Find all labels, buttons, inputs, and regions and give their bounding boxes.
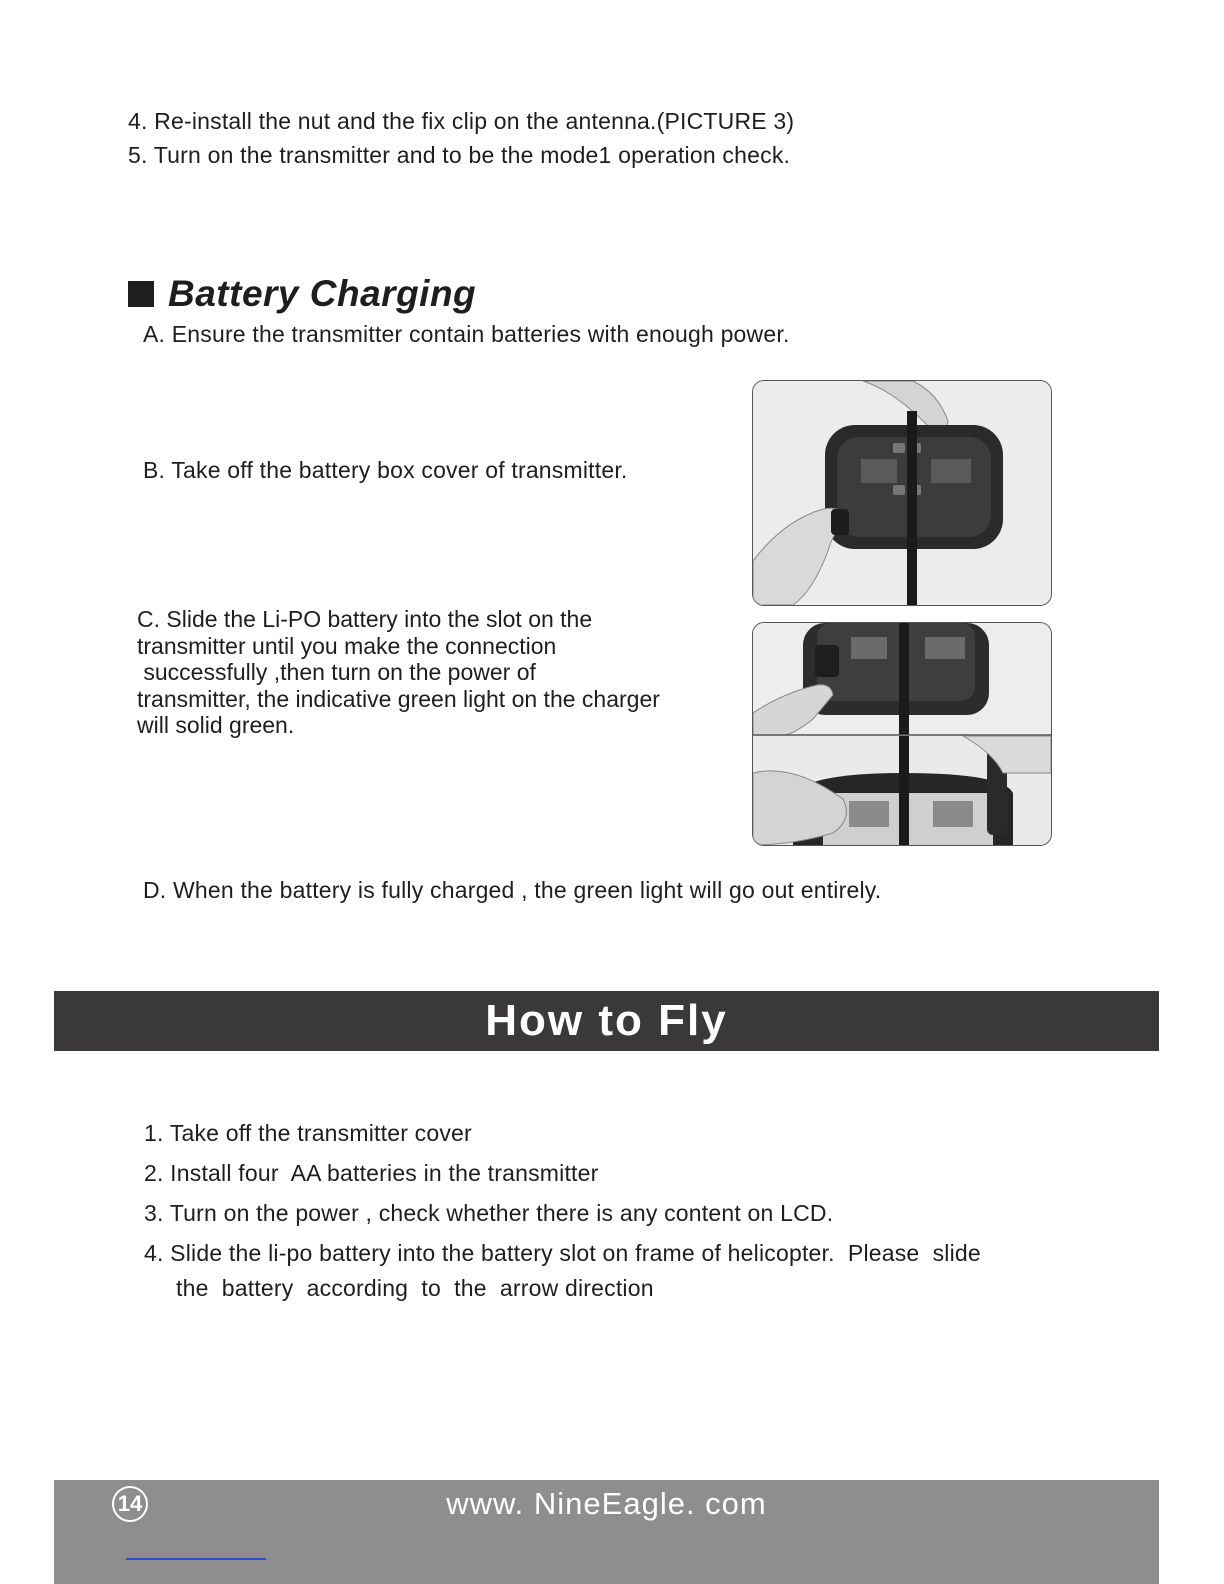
page-number-badge: 14 (112, 1486, 148, 1522)
step-c-line: will solid green. (137, 712, 295, 738)
step-4-reinstall: 4. Re-install the nut and the fix clip on the antenna.(PICTURE 3) (128, 108, 795, 134)
fly-step-2: 2. Install four AA batteries in the transmitter (144, 1160, 599, 1186)
step-b: B. Take off the battery box cover of transmitter. (143, 457, 628, 483)
bullet-square-icon (128, 281, 154, 307)
how-to-fly-banner (54, 991, 1159, 1051)
battery-charging-title: Battery Charging (168, 273, 477, 314)
page-footer (54, 1480, 1159, 1584)
fly-step-4-continued: the battery according to the arrow direction (176, 1275, 654, 1301)
step-c-line: C. Slide the Li-PO battery into the slot on the (137, 606, 593, 632)
step-5-turn-on: 5. Turn on the transmitter and to be the mode1 operation check. (128, 142, 791, 168)
how-to-fly-title: How to Fly (485, 996, 728, 1045)
website-link[interactable]: www. NineEagle. com (446, 1486, 767, 1521)
step-c-line: successfully ,then turn on the power of (137, 659, 536, 685)
battery-charging-heading (128, 272, 476, 316)
step-c-line: transmitter, the indicative green light on the charger (137, 685, 660, 712)
battery-connection-photo (752, 622, 1052, 846)
link-underline (126, 1558, 266, 1560)
fly-step-4: 4. Slide the li-po battery into the battery slot on frame of helicopter. Please slide (144, 1240, 981, 1266)
fly-step-3: 3. Turn on the power , check whether there is any content on LCD. (144, 1200, 834, 1226)
step-c-paragraph (137, 606, 660, 739)
step-c-line: transmitter until you make the connection (137, 632, 557, 659)
fly-step-1: 1. Take off the transmitter cover (144, 1120, 472, 1146)
step-d: D. When the battery is fully charged , the green light will go out entirely. (143, 877, 882, 903)
transmitter-back-photo (752, 380, 1052, 606)
step-a: A. Ensure the transmitter contain batteries with enough power. (143, 321, 790, 347)
